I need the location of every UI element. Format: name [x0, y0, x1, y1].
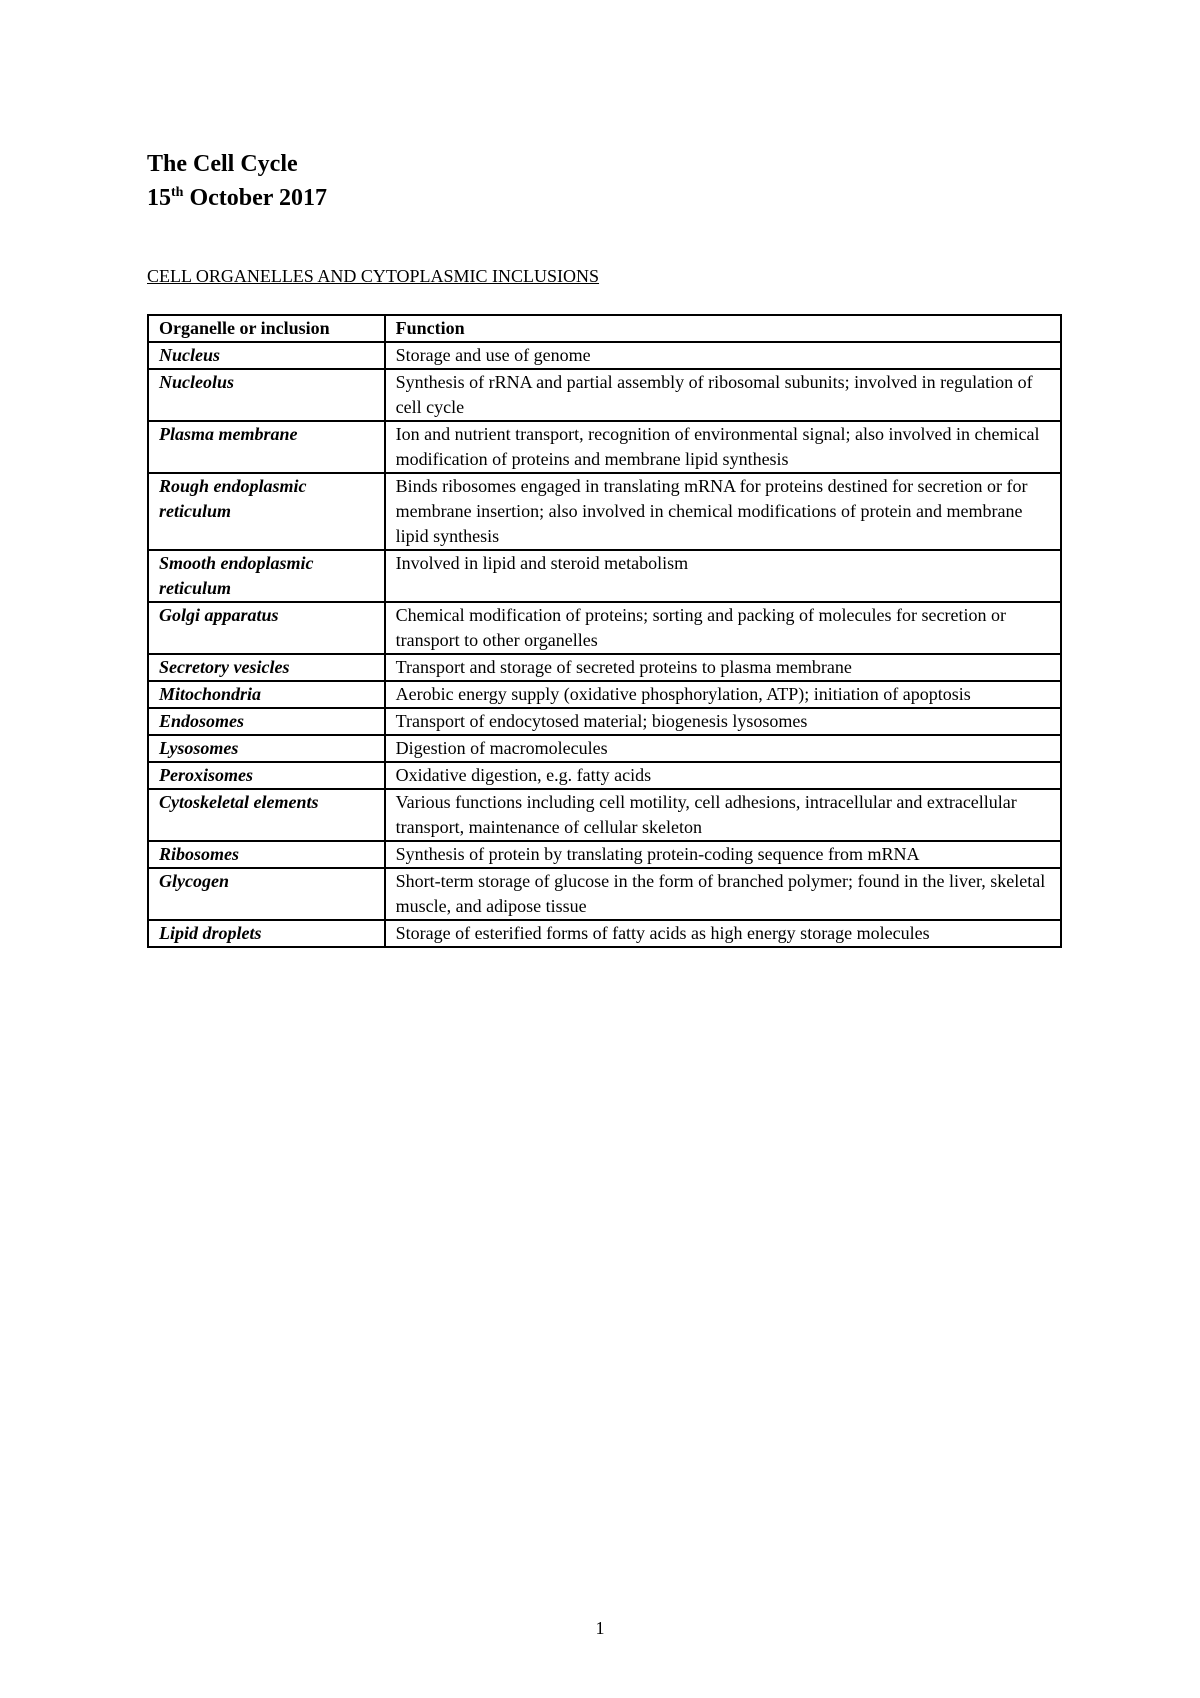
organelle-name-cell: Lysosomes — [148, 735, 385, 762]
organelle-name-cell: Mitochondria — [148, 681, 385, 708]
column-header-function: Function — [385, 315, 1061, 342]
organelle-name-cell: Nucleolus — [148, 369, 385, 421]
table-row — [148, 550, 1061, 602]
table-header-row — [148, 315, 1061, 342]
organelle-name-cell: Nucleus — [148, 342, 385, 369]
date-suffix: th — [171, 185, 184, 200]
organelle-name-cell: Ribosomes — [148, 841, 385, 868]
organelle-name-cell: Plasma membrane — [148, 421, 385, 473]
function-cell: Synthesis of protein by translating protein-coding sequence from mRNA — [385, 841, 1061, 868]
table-row — [148, 708, 1061, 735]
function-cell: Binds ribosomes engaged in translating mRNA for proteins destined for secretion or for membrane insertion; also involved in chemical modifications of protein and membrane lipid synthesis — [385, 473, 1061, 550]
function-cell: Transport of endocytosed material; biogenesis lysosomes — [385, 708, 1061, 735]
function-cell: Short-term storage of glucose in the form of branched polymer; found in the liver, skeletal muscle, and adipose tissue — [385, 868, 1061, 920]
function-cell: Transport and storage of secreted proteins to plasma membrane — [385, 654, 1061, 681]
organelle-name-cell: Endosomes — [148, 708, 385, 735]
table-row — [148, 602, 1061, 654]
table-row — [148, 654, 1061, 681]
function-cell: Storage of esterified forms of fatty acids as high energy storage molecules — [385, 920, 1061, 947]
organelle-name-cell: Lipid droplets — [148, 920, 385, 947]
table-row — [148, 342, 1061, 369]
table-row — [148, 920, 1061, 947]
organelle-name-cell: Glycogen — [148, 868, 385, 920]
function-cell: Oxidative digestion, e.g. fatty acids — [385, 762, 1061, 789]
column-header-organelle: Organelle or inclusion — [148, 315, 385, 342]
organelle-name-cell: Secretory vesicles — [148, 654, 385, 681]
table-row — [148, 789, 1061, 841]
table-row — [148, 841, 1061, 868]
table-row — [148, 369, 1061, 421]
document-title: The Cell Cycle — [147, 151, 298, 177]
function-cell: Aerobic energy supply (oxidative phosphorylation, ATP); initiation of apoptosis — [385, 681, 1061, 708]
document-date — [147, 182, 327, 214]
organelle-name-cell: Rough endoplasmic reticulum — [148, 473, 385, 550]
function-cell: Ion and nutrient transport, recognition of environmental signal; also involved in chemical modification of proteins and membrane lipid synthesis — [385, 421, 1061, 473]
table-row — [148, 681, 1061, 708]
function-cell: Storage and use of genome — [385, 342, 1061, 369]
page-number: 1 — [595, 1618, 605, 1638]
date-month-year: October 2017 — [183, 185, 327, 211]
table-row — [148, 735, 1061, 762]
organelle-name-cell: Smooth endoplasmic reticulum — [148, 550, 385, 602]
function-cell: Chemical modification of proteins; sorting and packing of molecules for secretion or transport to other organelles — [385, 602, 1061, 654]
function-cell: Digestion of macromolecules — [385, 735, 1061, 762]
organelles-table — [147, 314, 1062, 948]
organelle-name-cell: Golgi apparatus — [148, 602, 385, 654]
date-day: 15 — [147, 185, 171, 211]
function-cell: Involved in lipid and steroid metabolism — [385, 550, 1061, 602]
table-row — [148, 421, 1061, 473]
table-row — [148, 473, 1061, 550]
organelle-name-cell: Cytoskeletal elements — [148, 789, 385, 841]
function-cell: Synthesis of rRNA and partial assembly of ribosomal subunits; involved in regulation of cell cycle — [385, 369, 1061, 421]
table-body — [148, 342, 1061, 947]
section-heading: CELL ORGANELLES AND CYTOPLASMIC INCLUSIONS — [147, 266, 600, 286]
organelle-name-cell: Peroxisomes — [148, 762, 385, 789]
table-row — [148, 762, 1061, 789]
table-row — [148, 868, 1061, 920]
function-cell: Various functions including cell motility, cell adhesions, intracellular and extracellular transport, maintenance of cellular skeleton — [385, 789, 1061, 841]
